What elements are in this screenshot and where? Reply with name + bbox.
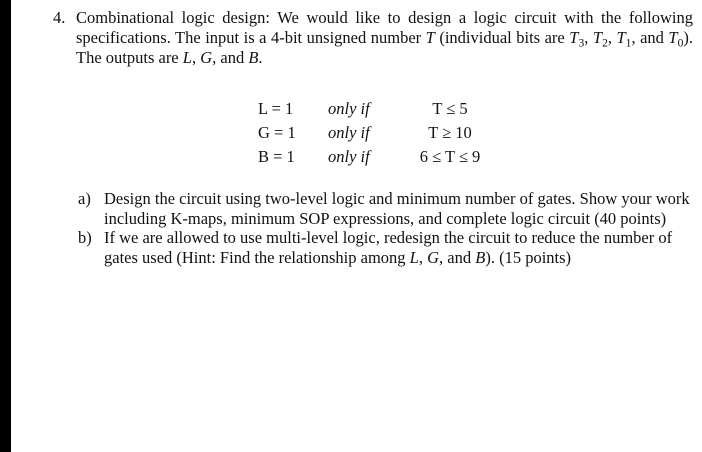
- bit-t3: T: [569, 28, 579, 47]
- problem-statement: [53, 8, 693, 68]
- bit-t1: T: [616, 28, 626, 47]
- part-label: a): [78, 189, 91, 208]
- part-a: [78, 189, 696, 228]
- spec-table: [258, 97, 490, 169]
- part-text: ). (15 points): [485, 247, 572, 267]
- problem-intro: [53, 8, 693, 68]
- separator: , and: [631, 28, 669, 47]
- spec-output: L = 1: [258, 99, 294, 118]
- document-page: [11, 0, 702, 452]
- spec-row: [258, 97, 490, 121]
- spec-condition: only if: [328, 147, 370, 166]
- separator: ,: [418, 247, 428, 267]
- separator: ,: [584, 28, 593, 47]
- spec-row: [258, 145, 490, 169]
- bit-t0: T: [668, 28, 678, 47]
- spec-output: G = 1: [258, 123, 296, 142]
- intro-text: .: [258, 48, 263, 67]
- intro-text: Combinational logic design: We would like to design a logic circuit with the following specifications. The input is a 4-bit unsigned number: [76, 8, 693, 47]
- output-l: L: [182, 48, 192, 67]
- intro-text: ). The outputs are: [76, 28, 694, 67]
- var-t: T: [425, 28, 435, 47]
- intro-text: (individual bits are: [434, 28, 570, 47]
- part-label: b): [78, 228, 92, 247]
- bit-subscript: 1: [625, 37, 632, 50]
- output-b: B: [248, 48, 259, 67]
- part-b: [78, 228, 696, 267]
- spec-range: T ≥ 10: [428, 123, 472, 142]
- separator: , and: [439, 247, 476, 267]
- spec-row: [258, 121, 490, 145]
- spec-range: T ≤ 5: [432, 99, 468, 118]
- problem-number: 4.: [53, 8, 66, 27]
- spec-condition: only if: [328, 123, 370, 142]
- var-b: B: [475, 247, 486, 267]
- var-g: G: [427, 247, 440, 267]
- var-l: L: [409, 247, 419, 267]
- separator: ,: [191, 48, 201, 67]
- bit-subscript: 2: [602, 37, 608, 50]
- spec-condition: only if: [328, 99, 370, 118]
- bit-t2: T: [592, 28, 603, 47]
- part-text: If we are allowed to use multi-level logic, redesign the circuit to reduce the number of gates used (Hint: Find the relationship among: [104, 228, 673, 267]
- question-parts: [78, 189, 696, 267]
- separator: , and: [212, 48, 249, 67]
- output-g: G: [200, 48, 213, 67]
- separator: ,: [607, 28, 617, 47]
- part-text: Design the circuit using two-level logic and minimum number of gates. Show your work including K-maps, minimum SOP expressions, and complete logic circuit (40 points): [104, 189, 690, 228]
- bit-subscript: 0: [677, 37, 684, 50]
- spec-range: 6 ≤ T ≤ 9: [419, 147, 481, 166]
- bit-subscript: 3: [578, 37, 585, 50]
- spec-output: B = 1: [258, 147, 295, 166]
